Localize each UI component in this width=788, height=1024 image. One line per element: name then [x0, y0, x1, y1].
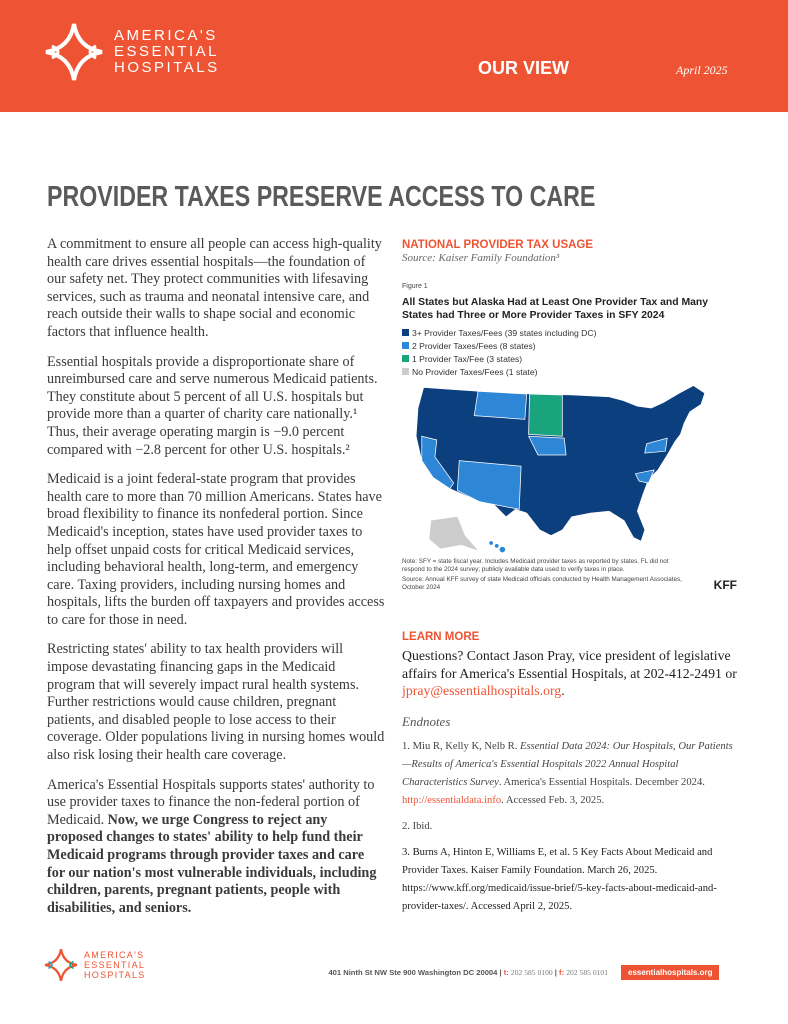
legend-swatch: [402, 368, 409, 375]
map-state-dakotas: [529, 394, 563, 436]
paragraph: [47, 777, 385, 918]
website-link[interactable]: essentialhospitals.org: [621, 965, 719, 980]
body-column: [47, 236, 385, 929]
legend-swatch: [402, 342, 409, 349]
figure-source-note: Source: Annual KFF survey of state Medicaid officials conducted by Health Management Associates, October 2024: [402, 576, 682, 591]
figure-notes-row: [402, 558, 737, 592]
figure-column: [402, 238, 737, 592]
phone: 202 585 0100: [510, 968, 553, 977]
legend-label: 2 Provider Taxes/Fees (8 states): [412, 340, 536, 351]
star-logo-icon: [44, 948, 78, 982]
us-map: [402, 380, 732, 558]
learn-more-heading: LEARN MORE: [402, 631, 480, 643]
figure-source: Source: Kaiser Family Foundation³: [402, 252, 560, 264]
logo-line: ESSENTIAL: [114, 43, 220, 60]
figure-note: Note: SFY = state fiscal year. Includes Medicaid provider taxes as reported by states. FL did not respond to the 2024 survey; publicly available data used to verify taxes in place.: [402, 558, 669, 573]
paragraph-text: America's Essential Hospitals supports states' authority to use provider taxes to finance the non-federal portion of Medicaid.: [47, 776, 375, 828]
logo-line: HOSPITALS: [84, 970, 146, 980]
logo: [44, 22, 220, 82]
figure-notes: [402, 558, 692, 592]
figure-title: All States but Alaska Had at Least One Provider Tax and Many States had Three or More Provider Taxes in SFY 2024: [402, 297, 709, 321]
address: 401 Ninth St NW Ste 900 Washington DC 20004: [328, 968, 498, 977]
contact-text: [402, 647, 737, 700]
logo-line: ESSENTIAL: [84, 960, 146, 970]
map-hawaii: [489, 541, 505, 552]
endnote-title: Essential Data 2024: Our Hospitals, Our Patients—Results of America's Essential Hospitals 2022 Annual Hospital Characteristics Survey: [402, 740, 733, 788]
fax: 202 585 0101: [566, 968, 608, 977]
map-state-az-nm: [457, 461, 521, 510]
legend-label: 1 Provider Tax/Fee (3 states): [412, 353, 523, 364]
paragraph: Medicaid is a joint federal-state program that provides health care to more than 70 million Americans. States have broad flexibility to finance its nonfederal portion. Since Medicaid's inception, states have used provider taxes to help offset unpaid costs for critical Medicaid services, including behavioral health, long-term, and emergency care. Taxing providers, including nursing homes and hospitals, lifts the burden off taxpayers and provides access to care for those in need.: [47, 471, 385, 628]
endnote-text: . America's Essential Hospitals. December 2024.: [498, 776, 705, 788]
endnotes-heading: Endnotes: [402, 713, 451, 729]
fax-label: f:: [559, 968, 565, 977]
footer-logo: [44, 948, 146, 982]
call-to-action: Now, we urge Congress to reject any proposed changes to states' ability to help fund their Medicaid programs through provider taxes and care for our nation's most vulnerable individuals, including children, parents, pregnant patients, people with disabilities, and seniors.: [47, 811, 377, 916]
legend-item: [402, 326, 737, 339]
map-state-alaska: [429, 517, 478, 551]
header-banner: [0, 0, 788, 112]
period: .: [561, 683, 565, 698]
legend-item: [402, 339, 737, 352]
phone-label: t:: [503, 968, 509, 977]
logo-line: AMERICA'S: [84, 950, 145, 960]
figure-label: Figure 1: [402, 283, 428, 290]
legend-item: [402, 352, 737, 365]
essentialdata-link[interactable]: http://essentialdata.info: [402, 794, 502, 806]
section-label: OUR VIEW: [478, 58, 570, 78]
paragraph: Essential hospitals provide a disproportionate share of unreimbursed care and serve numerous Medicaid patients. They constitute about 5 percent of all U.S. hospitals but provide more than a quarter of charity care nationally.¹ Thus, their average operating margin is −9.0 percent compared with −2.8 percent for other U.S. hospitals.²: [47, 353, 378, 458]
legend-label: No Provider Taxes/Fees (1 state): [412, 366, 538, 377]
star-logo-icon: [44, 22, 104, 82]
endnote-2: 2. Ibid.: [402, 820, 433, 832]
map-state-montana: [474, 391, 526, 419]
logo-line: HOSPITALS: [114, 59, 220, 76]
sidebar-lower: [402, 630, 737, 916]
legend-label: 3+ Provider Taxes/Fees (39 states including DC): [412, 327, 597, 338]
legend-swatch: [402, 329, 409, 336]
logo-line: AMERICA'S: [114, 27, 218, 44]
page-title: PROVIDER TAXES PRESERVE ACCESS TO CARE: [47, 181, 596, 213]
map-legend: [402, 326, 737, 378]
endnote-text: . Accessed Feb. 3, 2025.: [501, 794, 605, 806]
email-link[interactable]: jpray@essentialhospitals.org: [402, 683, 562, 698]
figure-section-title: NATIONAL PROVIDER TAX USAGE: [402, 239, 594, 251]
endnote-3: 3. Burns A, Hinton E, Williams E, et al. 5 Key Facts About Medicaid and Provider Taxes. Kaiser Family Foundation. March 26, 2025. https://www.kff.org/medicaid/issue-brief/5-key-facts-about-medicaid-and-provider-taxes/. Accessed April 2, 2025.: [402, 846, 717, 912]
contact-sentence: Questions? Contact Jason Pray, vice president of legislative affairs for America's Essential Hospitals, at 202-412-2491 or: [402, 648, 737, 681]
legend-swatch: [402, 355, 409, 362]
legend-item: [402, 365, 737, 378]
footer-address: 401 Ninth St NW Ste 900 Washington DC 20004 | t: 202 585 0100 | f: 202 585 0101: [328, 968, 608, 977]
endnote-text: 1. Miu R, Kelly K, Nelb R.: [402, 740, 521, 752]
endnote-1: [402, 738, 737, 810]
paragraph: A commitment to ensure all people can access high-quality health care drives essential hospitals—the foundation of our safety net. They protect communities with lifesaving services, such as trauma and neonatal intensive care, and reach outside their walls to shape social and economic factors that influence health.: [47, 236, 382, 340]
issue-date: April 2025: [676, 63, 728, 77]
kff-logo: KFF: [713, 578, 737, 592]
paragraph: Restricting states' ability to tax health providers will impose devastating financing gaps in the Medicaid program that will severely impact rural health systems. Further restrictions would cause children, pregnant patients, and disabled people to lose access to their coverage. Older populations living in nursing homes would also risk losing their health care coverage.: [47, 641, 385, 764]
